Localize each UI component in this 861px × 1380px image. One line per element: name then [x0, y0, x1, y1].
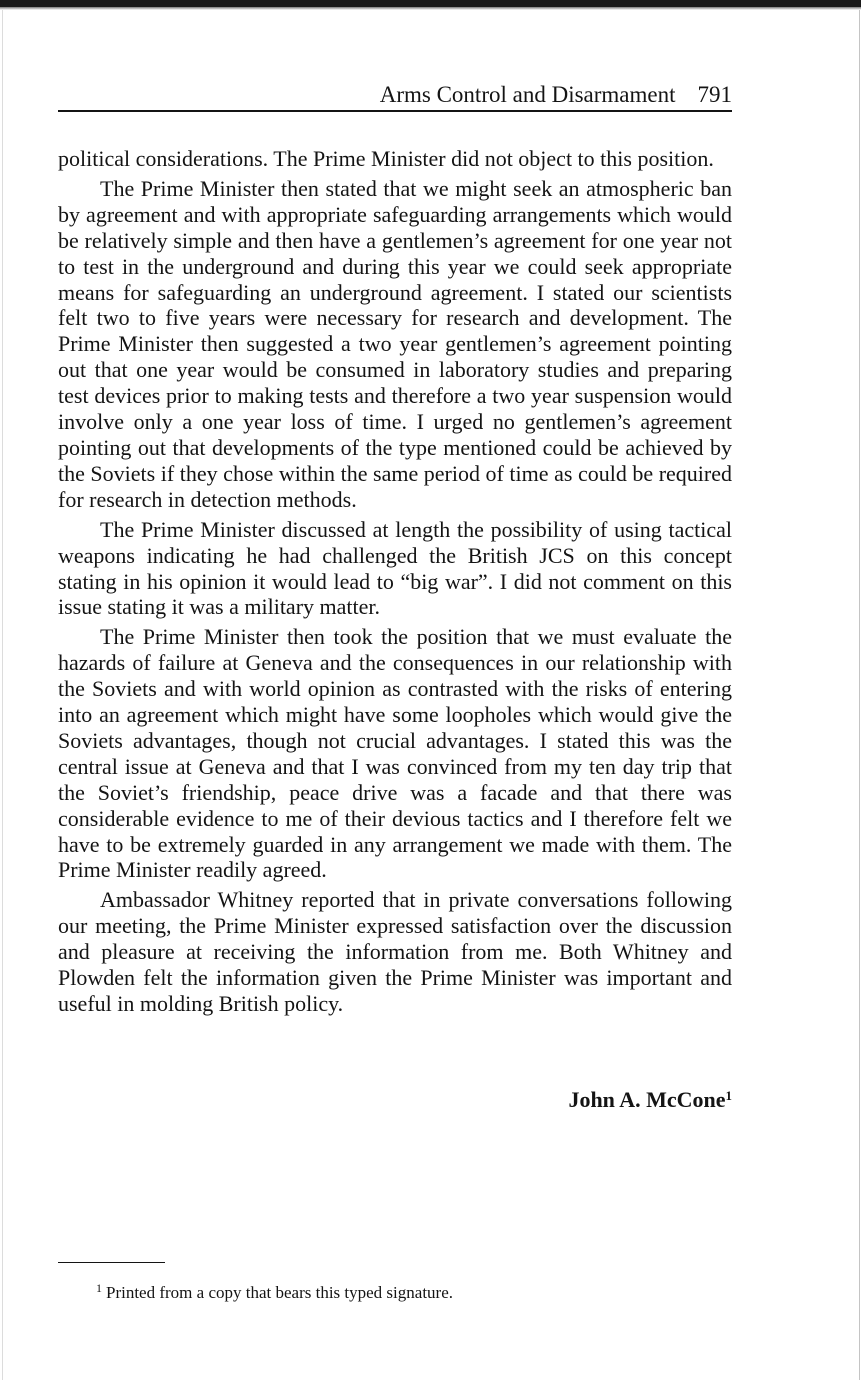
paragraph-continued: political considerations. The Prime Minister did not object to this position. — [58, 146, 714, 171]
paragraph-atmospheric-ban: The Prime Minister then stated that we might seek an atmospheric ban by agreement and with appropriate safeguarding arrangements which would be relatively simple and then have a gentlemen’s agreement for one year not to test in the underground and during this year we could seek appropriate means for safeguarding an underground agreement. I stated our scientists felt two to five years were necessary for research and development. The Prime Minister then suggested a two year gentlemen’s agreement pointing out that one year would be consumed in laboratory studies and preparing test devices prior to making tests and therefore a two year suspension would involve only a one year loss of time. I urged no gentlemen’s agreement pointing out that developments of the type mentioned could be achieved by the Soviets if they chose within the same period of time as could be required for research in detection methods. — [58, 175, 732, 512]
footnote-rule — [58, 1262, 165, 1263]
scan-left-edge — [2, 10, 3, 1380]
body-text — [58, 146, 732, 1021]
signature-footnote-marker: 1 — [725, 1088, 732, 1103]
signature-name: John A. McCone — [568, 1087, 726, 1112]
footnote — [96, 1276, 732, 1305]
scan-right-edge — [859, 10, 860, 1380]
scan-top-edge — [0, 0, 861, 7]
running-head-title: Arms Control and Disarmament — [379, 82, 676, 107]
signature — [58, 1082, 732, 1114]
scan-top-shadow — [0, 7, 861, 10]
paragraph-whitney-report: Ambassador Whitney reported that in private conversations following our meeting, the Prime Minister expressed satisfaction over the discussion and pleasure at receiving the information from me. Both Whitney and Plowden felt the information given the Prime Minister was important and useful in molding British policy. — [58, 887, 732, 1016]
footnote-text: Printed from a copy that bears this typed signature. — [106, 1283, 453, 1302]
page-number: 791 — [697, 82, 732, 107]
footnote-marker: 1 — [96, 1281, 102, 1295]
header-rule — [58, 110, 732, 112]
paragraph-tactical-weapons: The Prime Minister discussed at length the possibility of using tactical weapons indicating he had challenged the British JCS on this concept stating in his opinion it would lead to “big war”. I did not comment on this issue stating it was a military matter. — [58, 516, 732, 620]
paragraph-geneva-hazards: The Prime Minister then took the position that we must evaluate the hazards of failure at Geneva and the consequences in our relationship with the Soviets and with world opinion as contrasted with the risks of entering into an agreement which might have some loopholes which would give the Soviets advantages, though not crucial advantages. I stated this was the central issue at Geneva and that I was convinced from my ten day trip that the Soviet’s friendship, peace drive was a facade and that there was considerable evidence to me of their devious tactics and I therefore felt we have to be extremely guarded in any arrangement we made with them. The Prime Minister readily agreed. — [58, 624, 732, 883]
running-head — [58, 80, 732, 110]
